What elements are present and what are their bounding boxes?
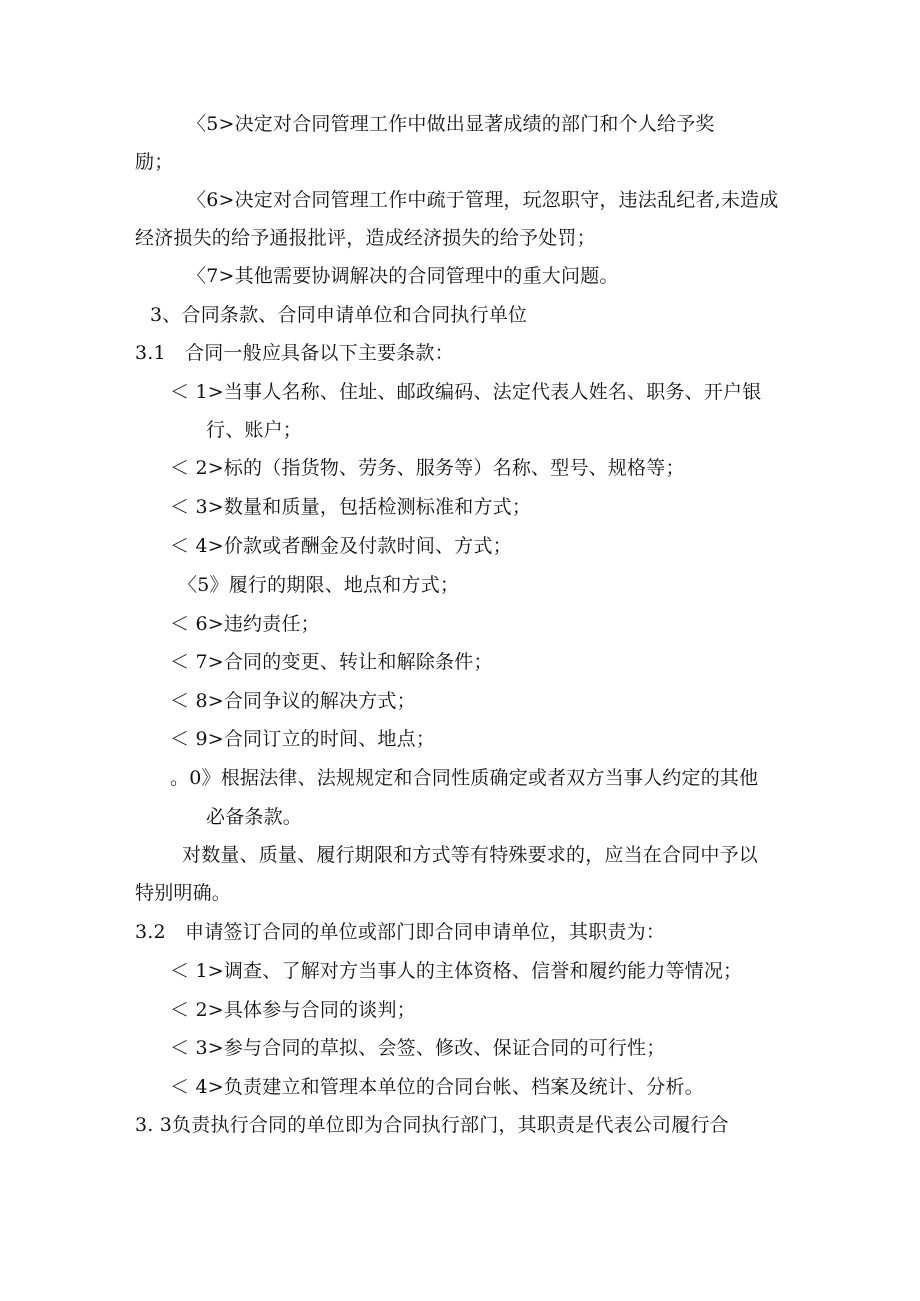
item-5-line-1: 〈5>决定对合同管理工作中做出显著成绩的部门和个人给予奖 [187, 113, 715, 135]
special-requirement-line-1: 对数量、质量、履行期限和方式等有特殊要求的，应当在合同中予以 [182, 844, 759, 866]
clause-1-line-1: ＜ 1>当事人名称、住址、邮政编码、法定代表人姓名、职务、开户银 [170, 381, 762, 403]
clause-8-line: ＜ 8>合同争议的解决方式； [170, 690, 416, 712]
clause-10-line-2: 必备条款。 [206, 806, 303, 828]
item-6-line-2: 经济损失的给予通报批评，造成经济损失的给予处罚； [135, 227, 596, 249]
duty-4-line: ＜ 4>负责建立和管理本单位的合同台帐、档案及统计、分析。 [170, 1076, 704, 1098]
section-3-1-heading: 3.1 合同一般应具备以下主要条款： [135, 342, 454, 364]
clause-9-line: ＜ 9>合同订立的时间、地点； [170, 728, 436, 750]
clause-4-line: ＜ 4>价款或者酬金及付款时间、方式； [170, 535, 512, 557]
section-3-3-line: 3. 3负责执行合同的单位即为合同执行部门，其职责是代表公司履行合 [135, 1114, 729, 1136]
item-7-line: 〈7>其他需要协调解决的合同管理中的重大问题。 [187, 265, 619, 287]
duty-1-line: ＜ 1>调查、了解对方当事人的主体资格、信誉和履约能力等情况； [170, 960, 743, 982]
duty-3-line: ＜ 3>参与合同的草拟、会签、修改、保证合同的可行性； [170, 1037, 666, 1059]
duty-2-line: ＜ 2>具体参与合同的谈判； [170, 999, 416, 1021]
item-6-line-1: 〈6>决定对合同管理工作中疏于管理，玩忽职守，违法乱纪者,未造成 [187, 189, 779, 211]
clause-2-line: ＜ 2>标的（指货物、劳务、服务等）名称、型号、规格等； [170, 457, 685, 479]
clause-10-line-1: 。0》根据法律、法规规定和合同性质确定或者双方当事人约定的其他 [170, 767, 759, 789]
clause-3-line: ＜ 3>数量和质量，包括检测标准和方式； [170, 496, 532, 518]
special-requirement-line-2: 特别明确。 [135, 882, 232, 904]
clause-7-line: ＜ 7>合同的变更、转让和解除条件； [170, 651, 493, 673]
section-3-2-heading: 3.2 申请签订合同的单位或部门即合同申请单位，其职责为： [135, 921, 666, 943]
item-5-line-2: 励； [135, 151, 174, 173]
section-3-heading: 3、合同条款、合同申请单位和合同执行单位 [150, 304, 528, 326]
clause-6-line: ＜ 6>违约责任； [170, 613, 320, 635]
clause-1-line-2: 行、账户； [206, 419, 303, 441]
clause-5-line: 〈5》履行的期限、地点和方式； [178, 574, 460, 596]
